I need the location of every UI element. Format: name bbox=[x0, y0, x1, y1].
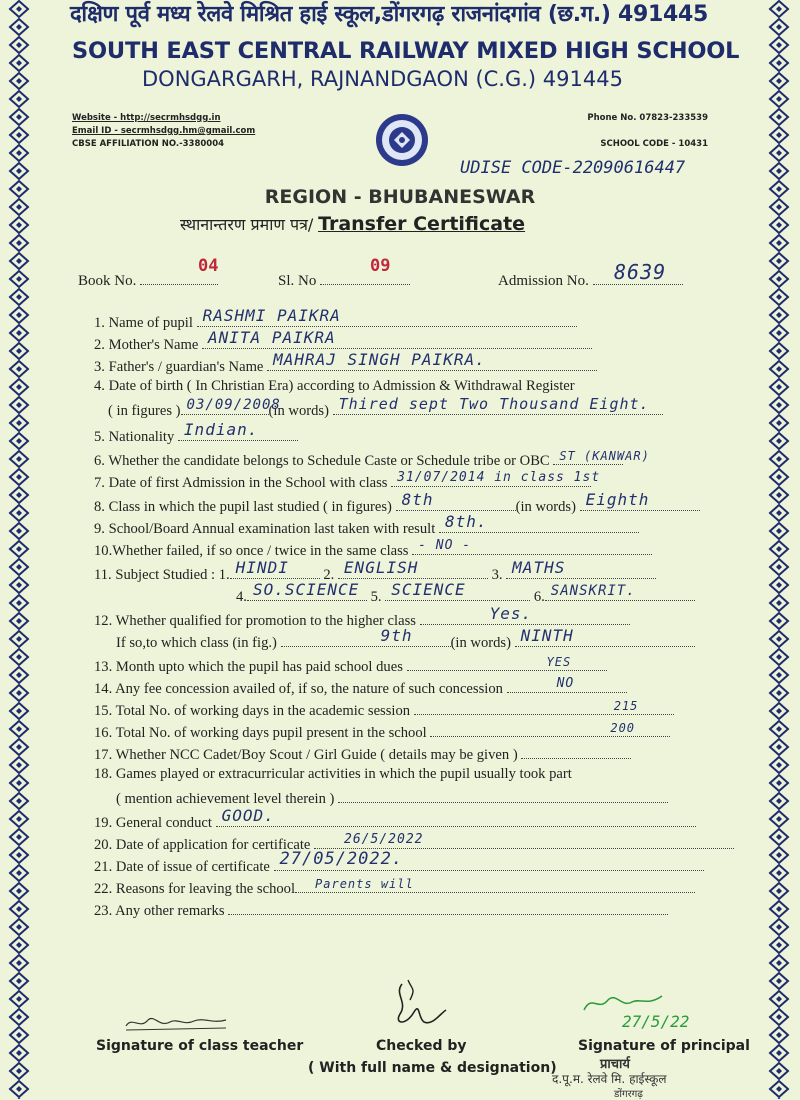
field-next-class: If so,to which class (in fig.) 9th (in words) NINTH bbox=[116, 632, 695, 652]
udise-code: UDISE CODE-22090616447 bbox=[460, 158, 686, 178]
field-games-achievement: ( mention achievement level therein ) bbox=[116, 788, 668, 808]
sl-no-value: 09 bbox=[370, 256, 391, 276]
field-leaving-reason: 22. Reasons for leaving the school Parents will bbox=[94, 878, 695, 898]
contact-right bbox=[587, 112, 708, 151]
field-ncc: 17. Whether NCC Cadet/Boy Scout / Girl Guide ( details may be given ) bbox=[94, 744, 631, 764]
book-row bbox=[78, 256, 758, 290]
field-subjects-2: 4. SO.SCIENCE 5. SCIENCE 6. SANSKRIT. bbox=[236, 586, 695, 606]
class-teacher-label: Signature of class teacher bbox=[96, 1038, 304, 1054]
field-subjects: 11. Subject Studied : 1. HINDI 2. ENGLISH 3. MATHS bbox=[94, 564, 656, 584]
phone-number: Phone No. 07823-233539 bbox=[587, 113, 708, 123]
field-exam-result: 9. School/Board Annual examination last taken with result 8th. bbox=[94, 518, 639, 538]
field-dob-values: ( in figures ) 03/09/2008 (in words) Thired sept Two Thousand Eight. bbox=[108, 400, 663, 420]
school-name: SOUTH EAST CENTRAL RAILWAY MIXED HIGH SCHOOL bbox=[72, 38, 740, 64]
field-failed: 10.Whether failed, if so once / twice in the same class - NO - bbox=[94, 540, 652, 560]
school-address: DONGARGARH, RAJNANDGAON (C.G.) 491445 bbox=[142, 67, 623, 91]
field-conduct: 19. General conduct GOOD. bbox=[94, 812, 696, 832]
field-issue-date: 21. Date of issue of certificate 27/05/2022. bbox=[94, 856, 704, 876]
book-no-label: Book No. bbox=[78, 270, 218, 290]
principal-label: Signature of principal bbox=[578, 1038, 750, 1054]
field-remarks: 23. Any other remarks bbox=[94, 900, 668, 920]
website-link[interactable]: Website - http://secrmhsdgg.in bbox=[72, 113, 221, 123]
field-mother-name: 2. Mother's Name ANITA PAIKRA bbox=[94, 334, 592, 354]
principal-stamp-place: डोंगरगढ़ bbox=[614, 1089, 643, 1100]
field-dues: 13. Month upto which the pupil has paid school dues YES bbox=[94, 656, 607, 676]
checked-by-signature-icon bbox=[388, 978, 448, 1033]
contact-info bbox=[72, 112, 255, 151]
field-father-name: 3. Father's / guardian's Name MAHRAJ SINGH PAIKRA. bbox=[94, 356, 597, 376]
field-caste: 6. Whether the candidate belongs to Schedule Caste or Schedule tribe or OBC ST (KANWAR) bbox=[94, 449, 650, 469]
school-code: SCHOOL CODE - 10431 bbox=[600, 139, 708, 149]
title-hindi: स्थानान्तरण प्रमाण पत्र/ bbox=[180, 215, 314, 234]
checked-by-label: Checked by bbox=[376, 1038, 467, 1054]
cbse-affiliation: CBSE AFFILIATION NO.-3380004 bbox=[72, 139, 225, 149]
region-heading: REGION - BHUBANESWAR bbox=[264, 186, 536, 208]
field-application-date: 20. Date of application for certificate 26/5/2022 bbox=[94, 834, 734, 854]
title-english: Transfer Certificate bbox=[318, 213, 526, 235]
field-present-days: 16. Total No. of working days pupil present in the school 200 bbox=[94, 722, 670, 742]
field-dob-heading: 4. Date of birth ( In Christian Era) according to Admission & Withdrawal Register bbox=[94, 378, 575, 394]
field-nationality: 5. Nationality Indian. bbox=[94, 426, 298, 446]
principal-stamp-title: प्राचार्य bbox=[600, 1057, 630, 1072]
field-working-days: 15. Total No. of working days in the academic session 215 bbox=[94, 700, 674, 720]
principal-stamp-school: द.पू.म. रेलवे मि. हाईस्कूल bbox=[552, 1072, 667, 1086]
class-teacher-signature-icon bbox=[122, 1012, 232, 1034]
admission-no-value: 8639 bbox=[614, 260, 667, 284]
email-link[interactable]: Email ID - secrmhsdgg.hm@gmail.com bbox=[72, 126, 256, 136]
hindi-school-title: दक्षिण पूर्व मध्य रेलवे मिश्रित हाई स्कूल,डोंगरगढ़ राजनांदगांव (छ.ग.) 491445 bbox=[70, 2, 709, 27]
sl-no-label: Sl. No bbox=[278, 270, 410, 290]
admission-no-label: Admission No. bbox=[498, 270, 683, 290]
field-games: 18. Games played or extracurricular activities in which the pupil usually took part bbox=[94, 766, 572, 782]
certificate-page bbox=[42, 0, 758, 1099]
principal-sign-date: 27/5/22 bbox=[622, 1012, 690, 1031]
field-first-admission: 7. Date of first Admission in the School with class 31/07/2014 in class 1st bbox=[94, 470, 601, 491]
left-border-pattern bbox=[8, 0, 30, 1099]
school-logo-icon bbox=[374, 112, 430, 168]
field-last-class: 8. Class in which the pupil last studied ( in figures) 8th (in words) Eighth bbox=[94, 496, 700, 516]
field-promotion: 12. Whether qualified for promotion to the higher class Yes. bbox=[94, 610, 630, 630]
book-no-value: 04 bbox=[198, 256, 219, 276]
field-concession: 14. Any fee concession availed of, if so, the nature of such concession NO bbox=[94, 678, 627, 698]
right-border-pattern bbox=[768, 0, 790, 1099]
certificate-title bbox=[180, 213, 525, 236]
field-name-of-pupil: 1. Name of pupil RASHMI PAIKRA bbox=[94, 312, 577, 332]
checked-by-subtitle: ( With full name & designation) bbox=[308, 1060, 557, 1076]
